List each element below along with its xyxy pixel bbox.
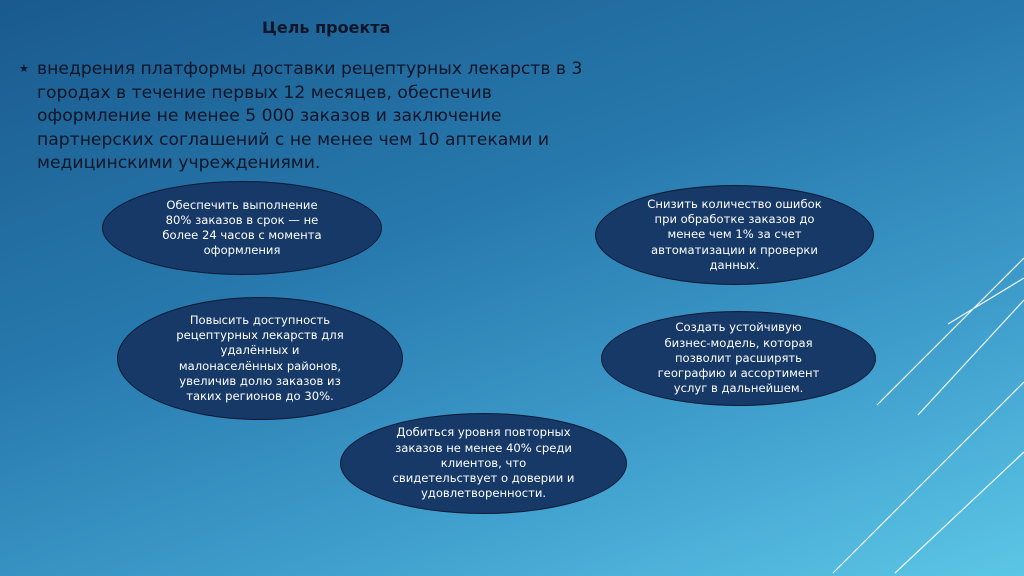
goal-text-repeat-orders: Добиться уровня повторных заказов не менее 40% среди клиентов, что свидетельствует о доверии и удовлетворенности. [392,425,575,501]
goal-text-errors: Снизить количество ошибок при обработке заказов до менее чем 1% за счет автоматизации и проверки данных. [647,196,822,272]
goal-text-accessibility: Повысить доступность рецептурных лекарств для удалённых и малонаселённых районов, увеличив долю заказов из таких регионов до 30%. [176,312,344,403]
goal-text-deadline: Обеспечить выполнение 80% заказов в срок — не более 24 часов с момента оформления [162,197,322,258]
goal-text-business-model: Создать устойчивую бизнес-модель, которая позволит расширять географию и ассортимент услуг в дальнейшем. [657,320,820,396]
project-goal-text: внедрения платформы доставки рецептурных лекарств в 3 городах в течение первых 12 месяцев, обеспечив оформление не менее 5 000 заказов и заключение партнерских соглашений с не менее чем 10 аптеками и медицинскими учреждениями. [37,59,583,174]
goal-oval-repeat-orders [340,413,627,514]
goal-oval-accessibility [117,297,403,420]
slide-title: Цель проекта [262,18,391,37]
goal-oval-business-model [601,311,876,406]
goal-oval-deadline [102,181,382,275]
star-icon: ★ [19,62,29,75]
goal-oval-errors [595,185,874,285]
